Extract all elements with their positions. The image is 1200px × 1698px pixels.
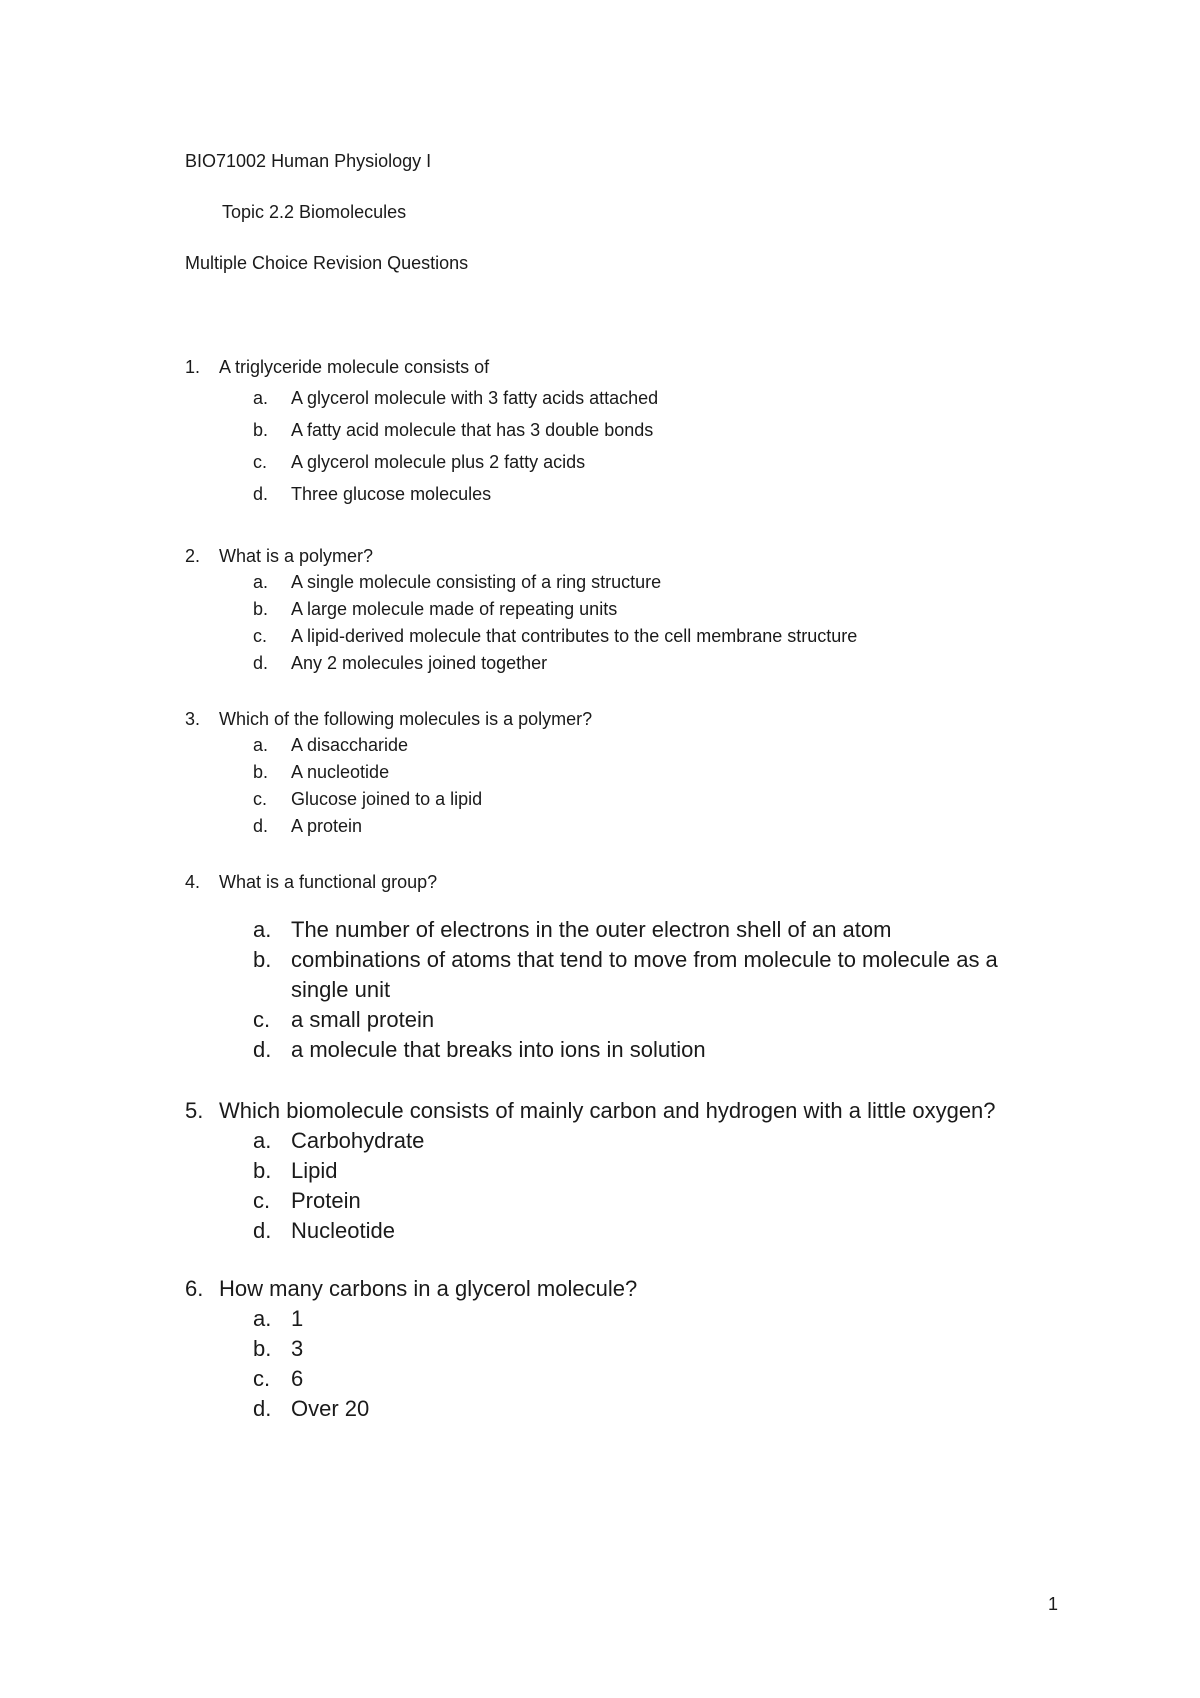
option-letter: d. <box>253 816 269 836</box>
option-item <box>253 1394 1085 1424</box>
question-1 <box>185 356 1085 510</box>
section-subtitle: Multiple Choice Revision Questions <box>185 253 469 273</box>
option-text: A fatty acid molecule that has 3 double bonds <box>291 420 654 440</box>
option-list <box>185 1126 1085 1246</box>
option-item <box>253 1334 1085 1364</box>
option-text: Glucose joined to a lipid <box>291 789 483 809</box>
option-item <box>253 446 1085 478</box>
option-item <box>253 623 1085 650</box>
option-text: A glycerol molecule plus 2 fatty acids <box>291 452 586 472</box>
option-item <box>253 1005 1033 1035</box>
option-letter: d. <box>253 484 269 504</box>
option-item <box>253 1126 1085 1156</box>
option-letter: a. <box>253 735 269 755</box>
option-letter: d. <box>253 1218 272 1243</box>
option-text: 1 <box>291 1306 304 1331</box>
option-item <box>253 732 1085 759</box>
option-letter: c. <box>253 1188 271 1213</box>
question-text: Which biomolecule consists of mainly carbon and hydrogen with a little oxygen? <box>219 1098 996 1123</box>
option-text: A glycerol molecule with 3 fatty acids attached <box>291 388 659 408</box>
question-number: 2. <box>185 546 201 566</box>
option-item <box>253 1364 1085 1394</box>
question-2 <box>185 545 1085 677</box>
question-number: 6. <box>185 1276 204 1301</box>
question-stem <box>185 356 1085 378</box>
question-text: What is a functional group? <box>219 872 438 892</box>
question-stem <box>185 1274 1085 1304</box>
option-text: A protein <box>291 816 363 836</box>
question-5 <box>185 1096 1085 1246</box>
option-letter: d. <box>253 653 269 673</box>
option-text: Over 20 <box>291 1396 370 1421</box>
option-item <box>253 915 1033 945</box>
option-letter: c. <box>253 1007 271 1032</box>
question-number: 1. <box>185 357 201 377</box>
option-letter: b. <box>253 947 272 972</box>
page-number: 1 <box>1048 1594 1059 1614</box>
option-text: Three glucose molecules <box>291 484 492 504</box>
option-letter: d. <box>253 1037 272 1062</box>
option-item <box>253 1304 1085 1334</box>
option-item <box>253 650 1085 677</box>
option-text: A large molecule made of repeating units <box>291 599 618 619</box>
option-item <box>253 569 1085 596</box>
option-text: Lipid <box>291 1158 338 1183</box>
topic-heading: Topic 2.2 Biomolecules <box>222 202 407 222</box>
option-text: a molecule that breaks into ions in solution <box>291 1037 706 1062</box>
option-text: 3 <box>291 1336 304 1361</box>
question-6 <box>185 1274 1085 1424</box>
option-text: a small protein <box>291 1007 435 1032</box>
option-letter: b. <box>253 762 269 782</box>
option-text: Any 2 molecules joined together <box>291 653 548 673</box>
question-text: Which of the following molecules is a polymer? <box>219 709 593 729</box>
option-letter: a. <box>253 388 269 408</box>
option-text: Protein <box>291 1188 361 1213</box>
option-letter: b. <box>253 1336 272 1361</box>
option-list <box>185 1304 1085 1424</box>
option-item <box>253 1186 1085 1216</box>
option-item <box>253 414 1085 446</box>
option-item <box>253 478 1085 510</box>
question-stem <box>185 545 1085 567</box>
course-title: BIO71002 Human Physiology I <box>185 151 432 171</box>
question-text: A triglyceride molecule consists of <box>219 357 490 377</box>
option-letter: b. <box>253 420 269 440</box>
question-4 <box>185 871 1085 1065</box>
option-item <box>253 759 1085 786</box>
option-item <box>253 945 1033 1005</box>
question-stem <box>185 708 1085 730</box>
option-item <box>253 1216 1085 1246</box>
option-text: Carbohydrate <box>291 1128 425 1153</box>
option-letter: c. <box>253 626 268 646</box>
question-text: How many carbons in a glycerol molecule? <box>219 1276 638 1301</box>
option-letter: c. <box>253 452 268 472</box>
option-text: A disaccharide <box>291 735 409 755</box>
option-text: A lipid-derived molecule that contributes to the cell membrane structure <box>291 626 858 646</box>
option-letter: c. <box>253 789 268 809</box>
option-text: The number of electrons in the outer electron shell of an atom <box>291 917 892 942</box>
question-3 <box>185 708 1085 840</box>
option-item <box>253 786 1085 813</box>
option-letter: a. <box>253 1128 272 1153</box>
option-letter: a. <box>253 1306 272 1331</box>
option-text: A nucleotide <box>291 762 390 782</box>
option-item <box>253 1035 1033 1065</box>
question-stem <box>185 871 1085 893</box>
question-number: 5. <box>185 1098 204 1123</box>
option-text: combinations of atoms that tend to move from molecule to molecule as a single unit <box>291 947 998 1002</box>
option-item <box>253 596 1085 623</box>
option-item <box>253 1156 1085 1186</box>
question-number: 3. <box>185 709 201 729</box>
option-list <box>185 732 1085 840</box>
option-item <box>253 813 1085 840</box>
option-list <box>185 915 1033 1065</box>
option-letter: b. <box>253 1158 272 1183</box>
option-list <box>185 382 1085 510</box>
option-letter: a. <box>253 572 269 592</box>
question-text: What is a polymer? <box>219 546 374 566</box>
option-text: 6 <box>291 1366 304 1391</box>
option-text: A single molecule consisting of a ring structure <box>291 572 662 592</box>
option-letter: c. <box>253 1366 271 1391</box>
option-letter: d. <box>253 1396 272 1421</box>
option-list <box>185 569 1085 677</box>
option-text: Nucleotide <box>291 1218 395 1243</box>
question-number: 4. <box>185 872 201 892</box>
option-item <box>253 382 1085 414</box>
option-letter: a. <box>253 917 272 942</box>
option-letter: b. <box>253 599 269 619</box>
question-stem <box>185 1096 1085 1126</box>
